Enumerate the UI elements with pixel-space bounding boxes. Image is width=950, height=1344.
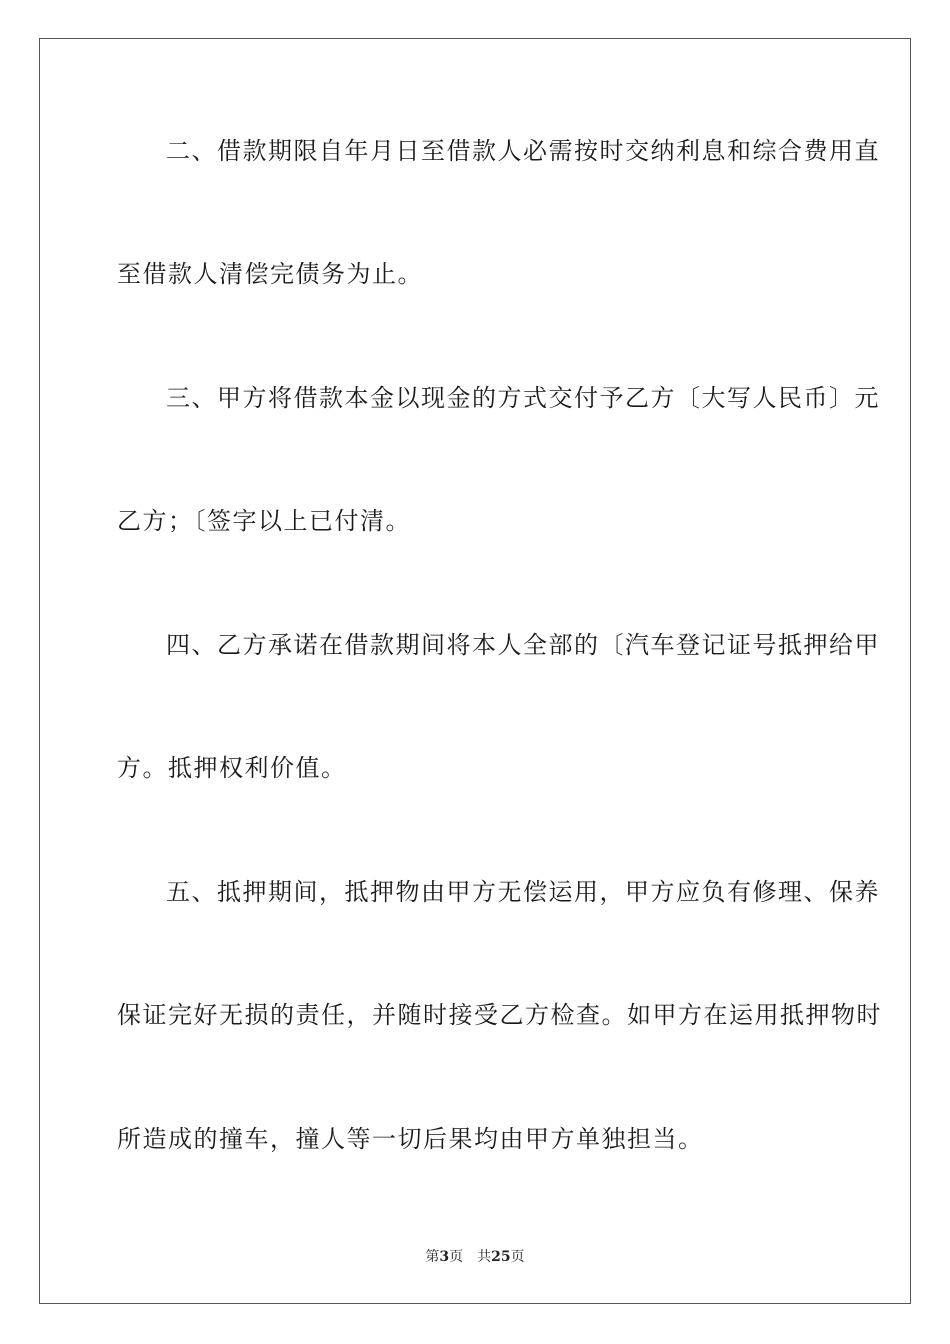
page-border (39, 38, 911, 1304)
total-suffix: 页 (510, 1249, 525, 1265)
clause-4-line-1: 四、乙方承诺在借款期间将本人全部的〔汽车登记证号抵押给甲 (166, 631, 880, 659)
clause-3-line-1: 三、甲方将借款本金以现金的方式交付予乙方〔大写人民币〕元 (166, 384, 880, 412)
clause-3-line-2: 乙方；〔签字以上已付清。 (117, 507, 411, 535)
page-number: 3 (439, 1249, 450, 1265)
clause-2-line-2: 至借款人清偿完债务为止。 (117, 260, 423, 288)
clause-5-line-2: 保证完好无损的责任，并随时接受乙方检查。如甲方在运用抵押物时 (117, 1001, 882, 1029)
total-pages: 25 (491, 1249, 511, 1265)
clause-2-line-1: 二、借款期限自年月日至借款人必需按时交纳利息和综合费用直 (166, 137, 880, 165)
page-prefix: 第 (425, 1249, 440, 1265)
clause-5-line-3: 所造成的撞车，撞人等一切后果均由甲方单独担当。 (117, 1125, 704, 1153)
page-suffix: 页 (449, 1249, 464, 1265)
clause-4-line-2: 方。抵押权利价值。 (117, 754, 347, 782)
page-footer (0, 1248, 950, 1266)
clause-5-line-1: 五、抵押期间，抵押物由甲方无偿运用，甲方应负有修理、保养 (166, 878, 880, 906)
total-prefix: 共 (477, 1249, 492, 1265)
